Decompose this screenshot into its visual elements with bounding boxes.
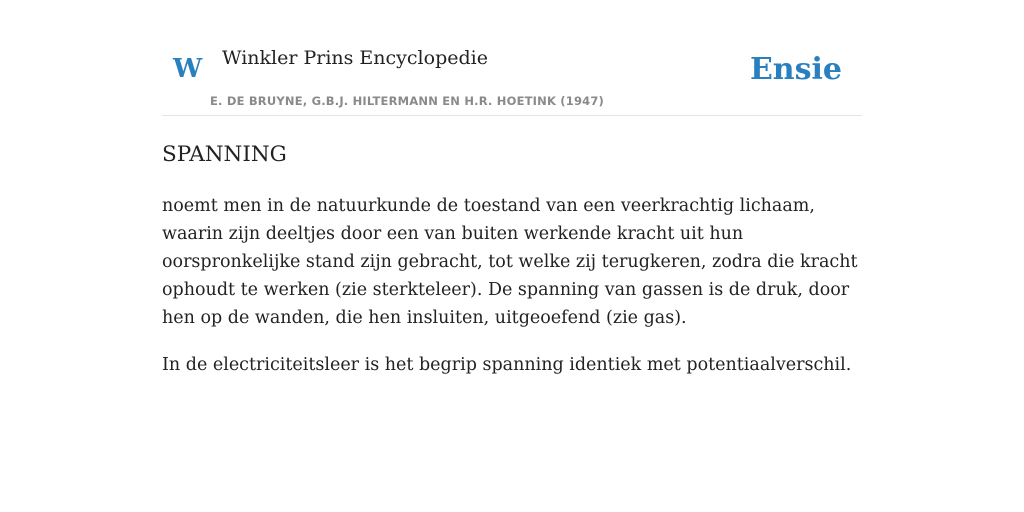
entry-paragraph: noemt men in de natuurkunde de toestand van een veerkrachtig lichaam, waarin zijn deeltjes door een van buiten werkende kracht uit hun oorspronkelijke stand zijn gebracht, tot welke zij terugkeren, zodra die kracht ophoudt te werken (zie sterkteleer). De spanning van gassen is de druk, door hen op de wanden, die hen insluiten, uitgeoefend (zie gas). bbox=[162, 196, 858, 328]
source-title[interactable]: Winkler Prins Encyclopedie bbox=[222, 47, 488, 69]
source-header bbox=[162, 0, 862, 116]
brand-logo-link[interactable]: Ensie bbox=[749, 52, 842, 87]
content-container bbox=[162, 0, 862, 375]
entry-body bbox=[162, 192, 862, 398]
source-logo: W bbox=[173, 54, 203, 84]
entry-paragraph: In de electriciteitsleer is het begrip spanning identiek met potentiaalverschil. bbox=[162, 355, 852, 375]
entry-title: SPANNING bbox=[162, 142, 287, 167]
source-authors: E. DE BRUYNE, G.B.J. HILTERMANN EN H.R. HOETINK (1947) bbox=[210, 94, 605, 108]
